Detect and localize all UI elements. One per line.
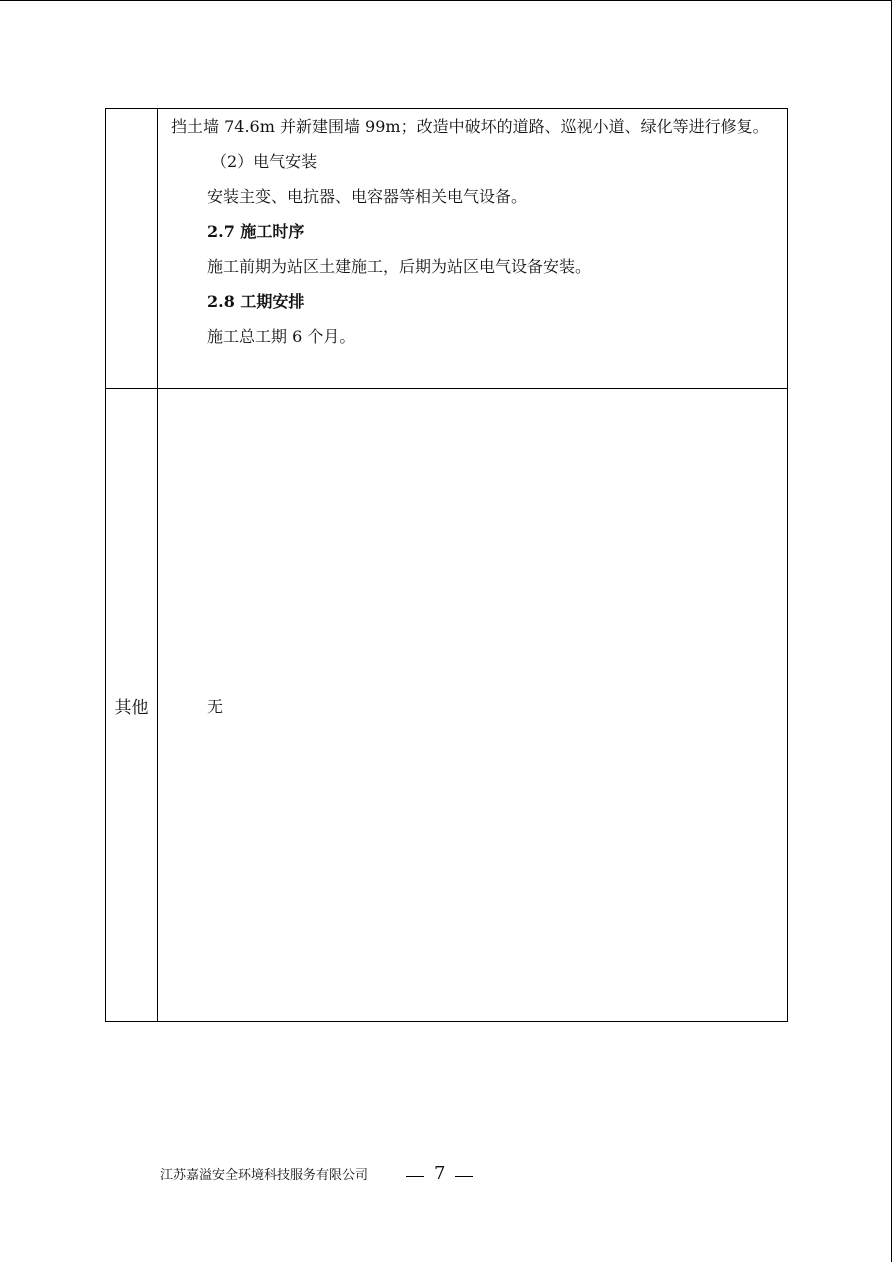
form-table	[105, 108, 788, 1022]
page-top-border	[0, 0, 892, 1]
table-row-other	[106, 389, 788, 1022]
page-footer	[160, 1163, 483, 1184]
other-label-cell	[106, 389, 158, 1022]
other-content: 无	[207, 696, 224, 716]
paragraph-electrical-equipment: 安装主变、电抗器、电容器等相关电气设备。	[207, 187, 528, 206]
other-label: 其他	[114, 697, 149, 718]
content-cell	[158, 109, 788, 389]
page-number: 7	[434, 1163, 446, 1184]
other-content-cell	[158, 389, 788, 1022]
row-label-cell	[106, 109, 158, 389]
footer-dash-left	[406, 1176, 424, 1177]
section-heading-schedule: 2.8 工期安排	[207, 292, 305, 311]
subheading-electrical-install: （2）电气安装	[211, 152, 318, 171]
section-heading-sequence: 2.7 施工时序	[207, 222, 305, 241]
table-row-construction	[106, 109, 788, 389]
paragraph-retaining-wall: 挡土墙 74.6m 并新建围墙 99m；改造中破坏的道路、巡视小道、绿化等进行修复。	[171, 117, 769, 136]
footer-dash-right	[455, 1176, 473, 1177]
footer-company: 江苏嘉溢安全环境科技服务有限公司	[160, 1168, 369, 1183]
paragraph-schedule: 施工总工期 6 个月。	[207, 327, 356, 346]
paragraph-sequence: 施工前期为站区土建施工，后期为站区电气设备安装。	[207, 257, 592, 276]
content-block	[158, 109, 787, 354]
